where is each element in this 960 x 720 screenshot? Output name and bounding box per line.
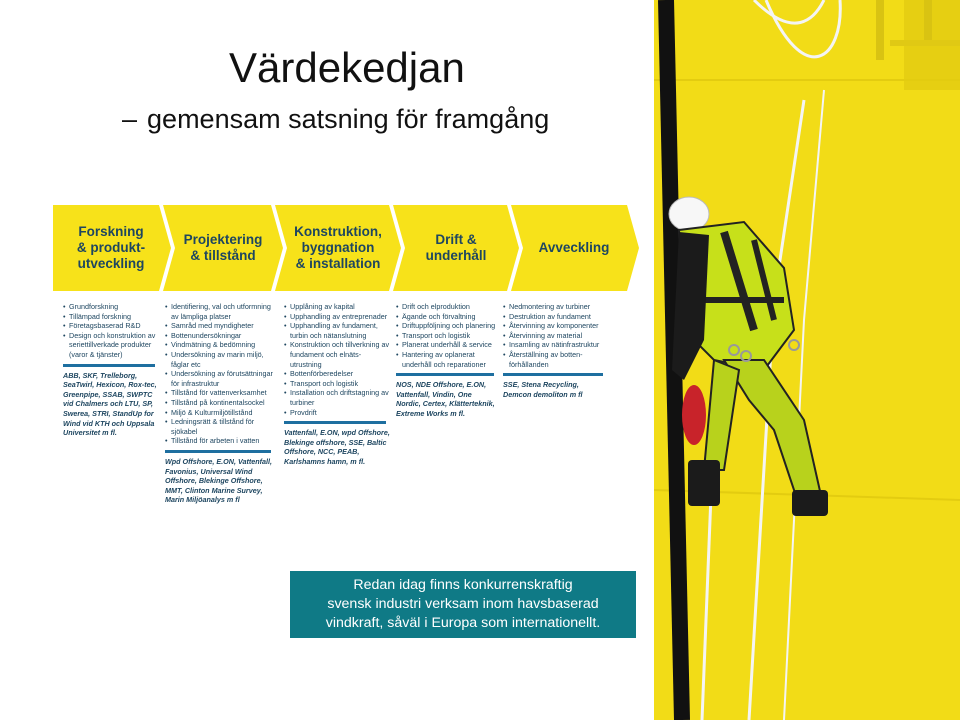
list-item: • Bottenförberedelser — [284, 369, 390, 379]
stage-label-line: Konstruktion, — [294, 224, 382, 239]
list-item: • Drift och elproduktion — [396, 302, 498, 312]
stage-label-line: underhåll — [425, 248, 487, 263]
divider — [165, 450, 271, 453]
companies-list: NOS, NDE Offshore, E.ON, Vattenfall, Vindin, One Nordic, Certex, Klätterteknik, Extreme Works m fl. — [396, 380, 495, 418]
stage-planning — [171, 205, 275, 291]
list-item: • Miljö & Kulturmiljötillstånd — [165, 408, 275, 418]
list-item: • Tillämpad forskning — [63, 312, 159, 322]
divider — [284, 421, 386, 424]
subtitle-dash: – — [122, 104, 138, 134]
divider — [63, 364, 155, 367]
stage-label-line: & produkt- — [76, 240, 146, 255]
stage-label-line: Projektering — [183, 232, 263, 247]
list-item: • Undersökning av förutsättningar för infrastruktur — [165, 369, 275, 388]
column-decommissioning — [503, 302, 607, 399]
stage-label-line: Drift & — [435, 232, 477, 247]
divider — [396, 373, 494, 376]
slide-title: Värdekedjan — [229, 44, 465, 91]
slide-subtitle — [122, 104, 549, 135]
list-item: • Transport och logistik — [396, 331, 498, 341]
list-item: • Nedmontering av turbiner — [503, 302, 607, 312]
list-item: • Konstruktion och tillverkning av fundament och elnäts-utrustning — [284, 340, 390, 369]
list-item: • Upphandling av entreprenader — [284, 312, 390, 322]
stage-operation — [401, 205, 511, 291]
callout-line: svensk industri verksam inom havsbaserad — [327, 596, 599, 612]
stage-construction — [283, 205, 393, 291]
list-item: • Planerat underhåll & service — [396, 340, 498, 350]
column-research — [63, 302, 159, 438]
list-item: • Identifiering, val och utformning av lämpliga platser — [165, 302, 275, 321]
column-operation — [396, 302, 498, 419]
list-item: • Installation och driftstagning av turbiner — [284, 388, 390, 407]
stage-decommissioning — [519, 205, 629, 291]
list-item: • Tillstånd för vattenverksamhet — [165, 388, 275, 398]
list-item: • Destruktion av fundament — [503, 312, 607, 322]
companies-list: ABB, SKF, Trelleborg, SeaTwirl, Hexicon, Rox-tec, Greenpipe, SSAB, SWPTC vid Chalmers och LTU, SP, Swerea, STRI, StandUp for Wind vid KTH och Uppsala Universitet m fl. — [63, 370, 157, 438]
list-item: • Undersökning av marin miljö, fåglar etc — [165, 350, 275, 369]
column-planning — [165, 302, 275, 505]
list-item: • Driftuppföljning och planering — [396, 321, 498, 331]
list-item: • Design och konstruktion av seriettillverkade produkter (varor & tjänster) — [63, 331, 159, 360]
column-construction — [284, 302, 390, 467]
stage-label-line: Avveckling — [538, 240, 610, 255]
companies-list: Vattenfall, E.ON, wpd Offshore, Blekinge offshore, SSE, Baltic Offshore, NCC, PEAB, Karlshamns hamn, m fl. — [284, 428, 390, 466]
callout-line: vindkraft, såväl i Europa som internationellt. — [325, 615, 601, 631]
divider — [503, 373, 603, 376]
value-chain — [53, 205, 639, 291]
list-item: • Vindmätning & bedömning — [165, 340, 275, 350]
subtitle-text: gemensam satsning för framgång — [147, 104, 550, 134]
list-item: • Tillstånd för arbeten i vatten — [165, 436, 275, 446]
list-item: • Grundforskning — [63, 302, 159, 312]
list-item: • Återställning av botten-förhållanden — [503, 350, 607, 369]
list-item: • Bottenundersökningar — [165, 331, 275, 341]
list-item: • Tillstånd på kontinentalsockel — [165, 398, 275, 408]
companies-list: SSE, Stena Recycling, Demcon demoliton m fl — [503, 380, 583, 399]
list-item: • Återvinning av material — [503, 331, 607, 341]
callout-line: Redan idag finns konkurrenskraftig — [353, 577, 573, 593]
list-item: • Återvinning av komponenter — [503, 321, 607, 331]
stage-label-line: & tillstånd — [190, 248, 256, 263]
list-item: • Ledningsrätt & tillstånd för sjökabel — [165, 417, 275, 436]
list-item: • Upplåning av kapital — [284, 302, 390, 312]
list-item: • Insamling av nätinfrastruktur — [503, 340, 607, 350]
stage-label-line: & installation — [295, 256, 381, 271]
list-item: • Samråd med myndigheter — [165, 321, 275, 331]
stage-label-line: Forskning — [78, 224, 144, 239]
companies-list: Wpd Offshore, E.ON, Vattenfall, Favonius, Universal Wind Offshore, Blekinge Offshore, MMT, Clinton Marine Survey, Marin Miljöanalys m fl — [165, 456, 273, 505]
list-item: • Ägande och förvaltning — [396, 312, 498, 322]
list-item: • Transport och logistik — [284, 379, 390, 389]
stage-label-line: byggnation — [301, 240, 375, 255]
list-item: • Hantering av oplanerat underhåll och reparationer — [396, 350, 498, 369]
stage-research — [61, 205, 161, 291]
photo-illustration — [654, 0, 960, 720]
turbine-climber-photo — [654, 0, 960, 720]
list-item: • Upphandling av fundament, turbin och nätanslutning — [284, 321, 390, 340]
list-item: • Provdrift — [284, 408, 390, 418]
stage-label-line: utveckling — [77, 256, 145, 271]
list-item: • Företagsbaserad R&D — [63, 321, 159, 331]
callout-box — [290, 571, 636, 638]
